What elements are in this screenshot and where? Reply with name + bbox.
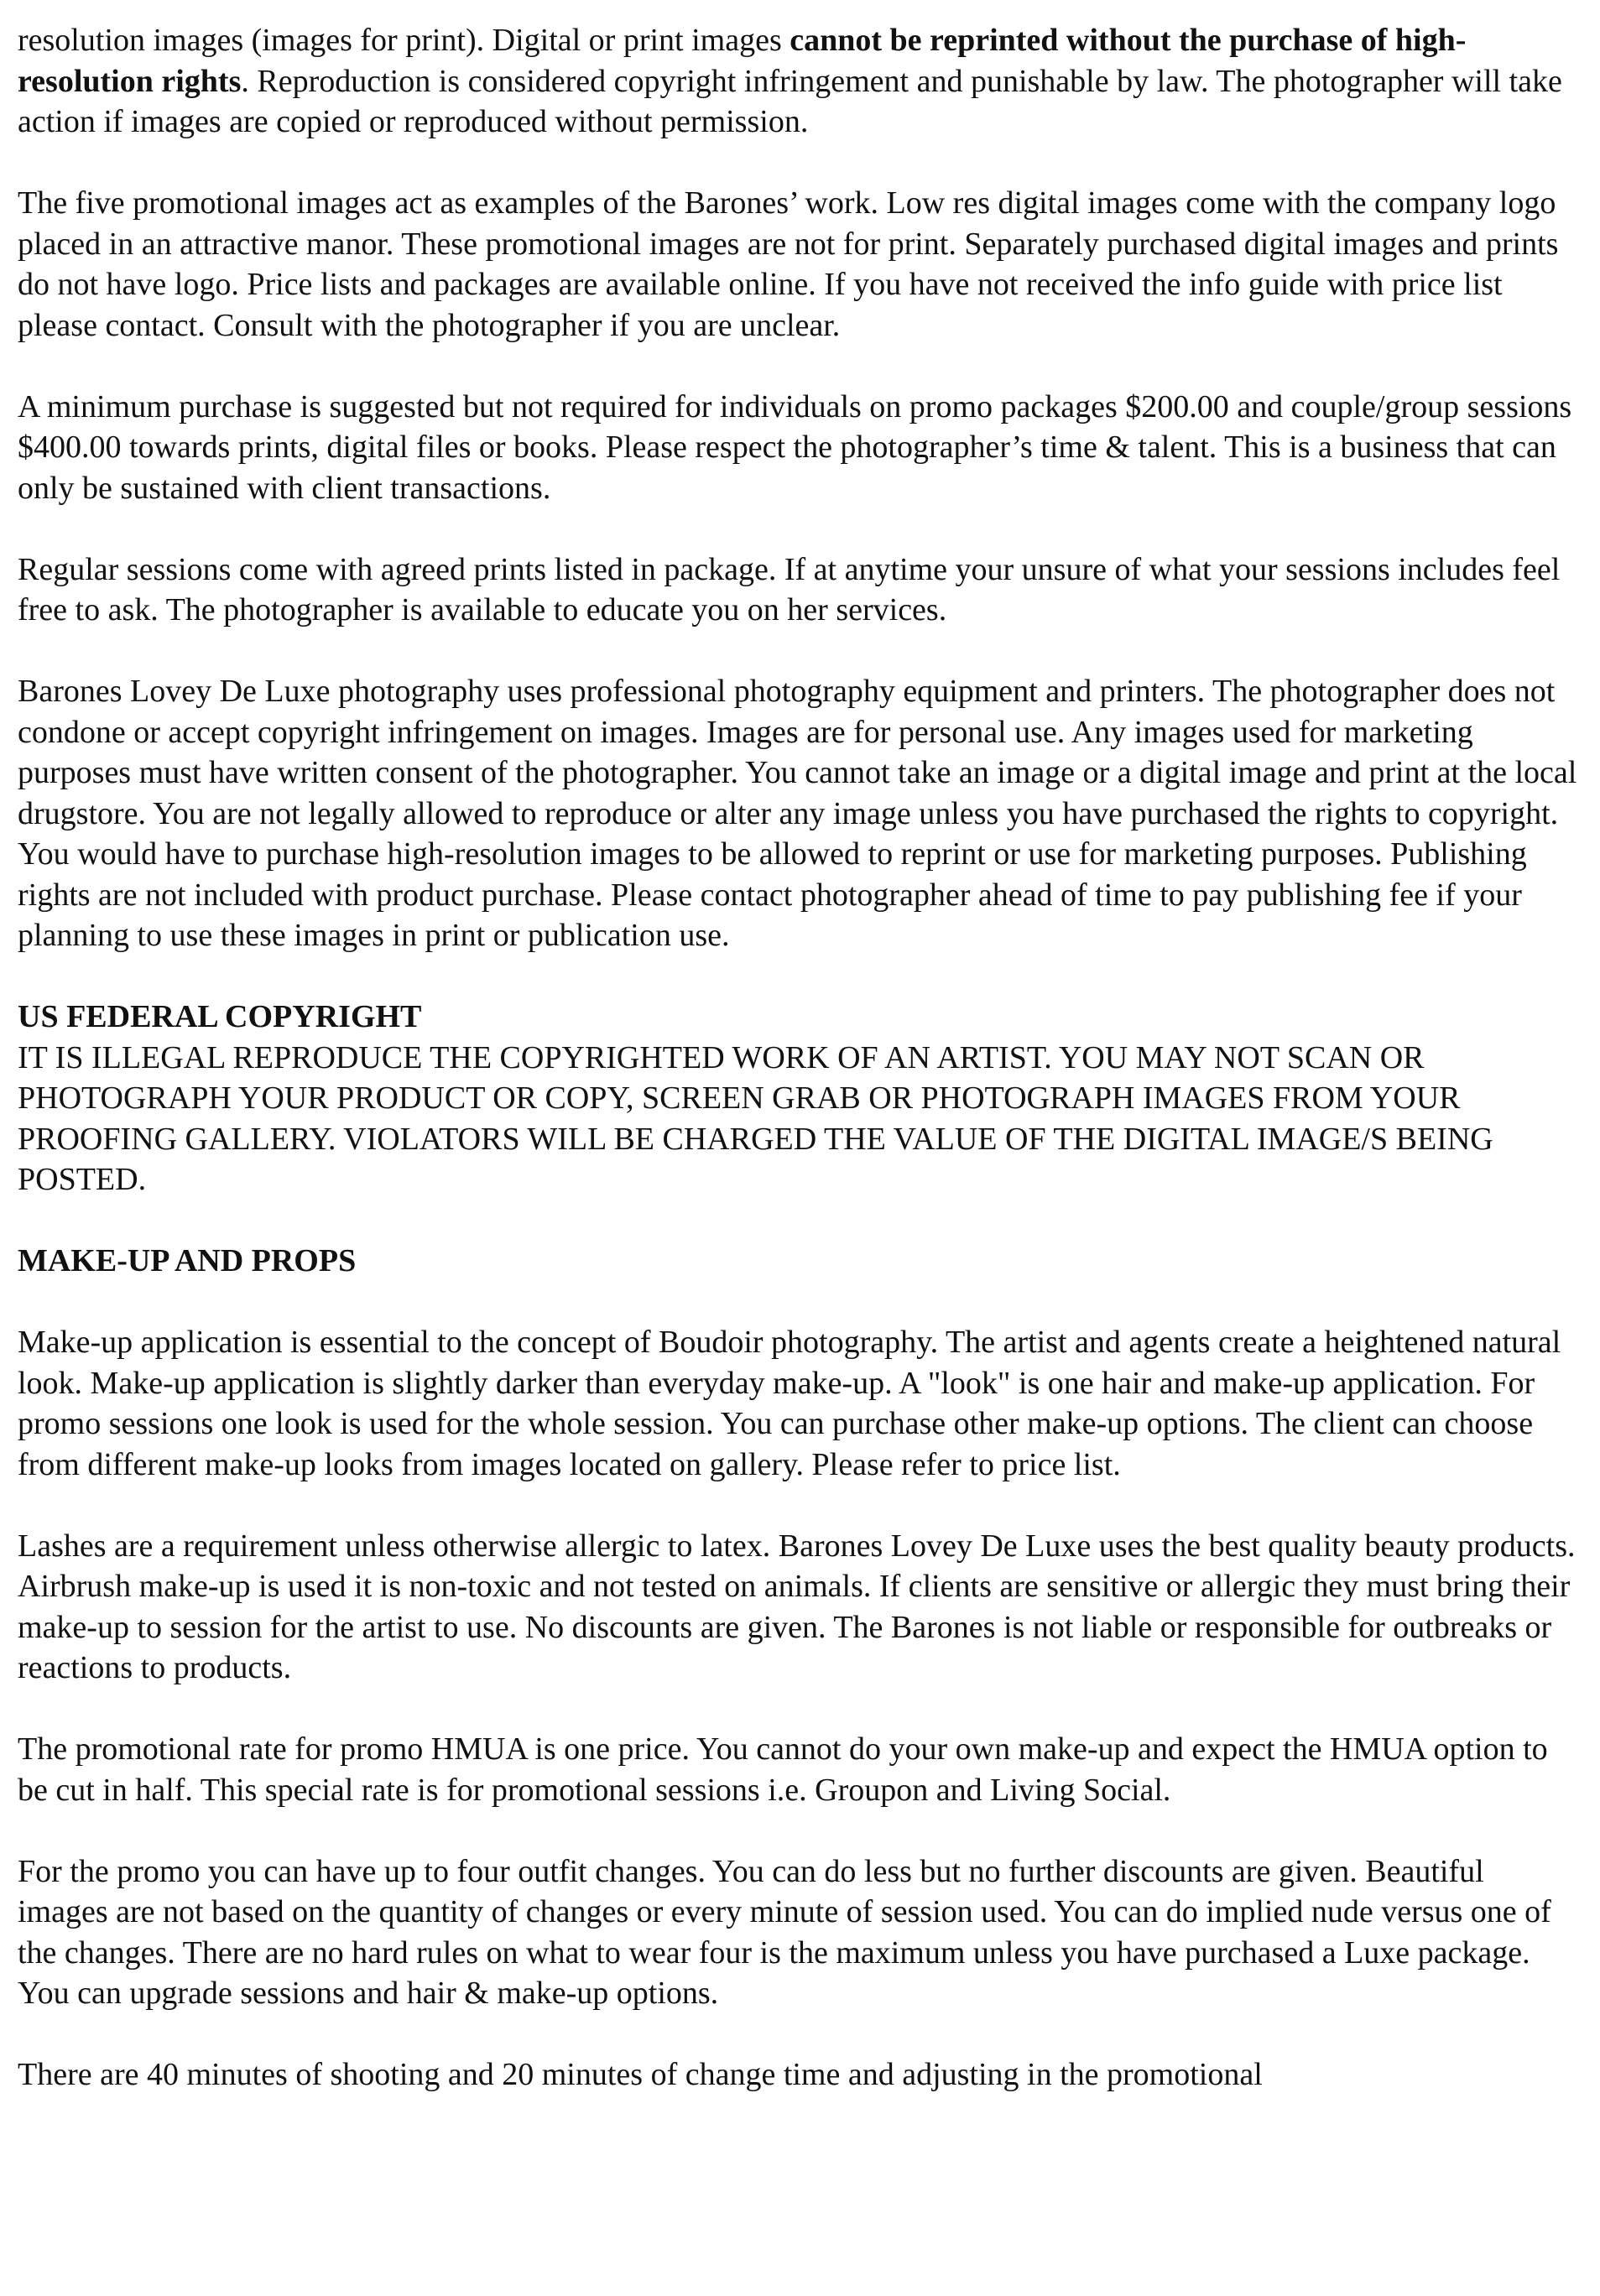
makeup-paragraph: For the promo you can have up to four outfit changes. You can do less but no further discounts are given. Beautiful images are not based on the quantity of changes or every minute of session used. You can do implied nude versus one of the changes. There are no hard rules on what to wear four is the maximum unless you have purchased a Luxe package. You can upgrade sessions and hair & make-up options.	[18, 1853, 1551, 2011]
paragraph-rights	[18, 20, 1578, 143]
text-span: The five promotional images act as examples of the Barones’ work. Low res digital images come with the company logo placed in an attractive manor. These promotional images are not for print. Separately purchased digital images and prints do not have logo. Price lists and packages are available online. If you have not received the info guide with price list please contact. Consult with the photographer if you are unclear.	[18, 185, 1559, 343]
copyright-text: IT IS ILLEGAL REPRODUCE THE COPYRIGHTED WORK OF AN ARTIST. YOU MAY NOT SCAN OR PHOTOGRAPH YOUR PRODUCT OR COPY, SCREEN GRAB OR PHOTOGRAPH IMAGES FROM YOUR PROOFING GALLERY. VIOLATORS WILL BE CHARGED THE VALUE OF THE DIGITAL IMAGE/S BEING POSTED.	[18, 1039, 1493, 1197]
bold-text-span: cannot be reprinted without the purchase of high-resolution rights	[18, 23, 1467, 99]
text-span: Regular sessions come with agreed prints listed in package. If at anytime your unsure of what your sessions includes feel free to ask. The photographer is available to educate you on her services.	[18, 551, 1561, 627]
makeup-paragraph: Make-up application is essential to the concept of Boudoir photography. The artist and agents create a heightened natural look. Make-up application is slightly darker than everyday make-up. A "look" is one hair and make-up application. For promo sessions one look is used for the whole session. You can purchase other make-up options. The client can choose from different make-up looks from images located on gallery. Please refer to price list.	[18, 1325, 1561, 1482]
makeup-heading: MAKE-UP AND PROPS	[18, 1243, 357, 1278]
text-span: . Reproduction is considered copyright infringement and punishable by law. The photographer will take action if images are copied or reproduced without permission.	[18, 63, 1562, 139]
paragraph-minimum-purchase	[18, 387, 1578, 509]
text-span: resolution images (images for print). Digital or print images	[18, 23, 790, 58]
text-span: Barones Lovey De Luxe photography uses professional photography equipment and printers. The photographer does not condone or accept copyright infringement on images. Images are for personal use. Any images used for marketing purposes must have written consent of the photographer. You cannot take an image or a digital image and print at the local drugstore. You are not legally allowed to reproduce or alter any image unless you have purchased the rights to copyright. You would have to purchase high-resolution images to be allowed to reprint or use for marketing purposes. Publishing rights are not included with product purchase. Please contact photographer ahead of time to pay publishing fee if your planning to use these images in print or publication use.	[18, 674, 1577, 953]
paragraph-promo-images	[18, 183, 1578, 346]
makeup-paragraph: The promotional rate for promo HMUA is one price. You cannot do your own make-up and expect the HMUA option to be cut in half. This special rate is for promotional sessions i.e. Groupon and Living Social.	[18, 1731, 1548, 1808]
makeup-paragraph: There are 40 minutes of shooting and 20 minutes of change time and adjusting in the promotional	[18, 2057, 1263, 2092]
paragraph-equipment	[18, 671, 1578, 956]
paragraph-regular-sessions	[18, 549, 1578, 631]
text-span: A minimum purchase is suggested but not required for individuals on promo packages $200.00 and couple/group sessions $400.00 towards prints, digital files or books. Please respect the photographer’s time & talent. This is a business that can only be sustained with client transactions.	[18, 388, 1572, 506]
makeup-paragraph: Lashes are a requirement unless otherwise allergic to latex. Barones Lovey De Luxe uses the best quality beauty products. Airbrush make-up is used it is non-toxic and not tested on animals. If clients are sensitive or allergic they must bring their make-up to session for the artist to use. No discounts are given. The Barones is not liable or responsible for outbreaks or reactions to products.	[18, 1528, 1576, 1685]
copyright-heading: US FEDERAL COPYRIGHT	[18, 999, 422, 1034]
document-page	[18, 20, 1578, 2096]
